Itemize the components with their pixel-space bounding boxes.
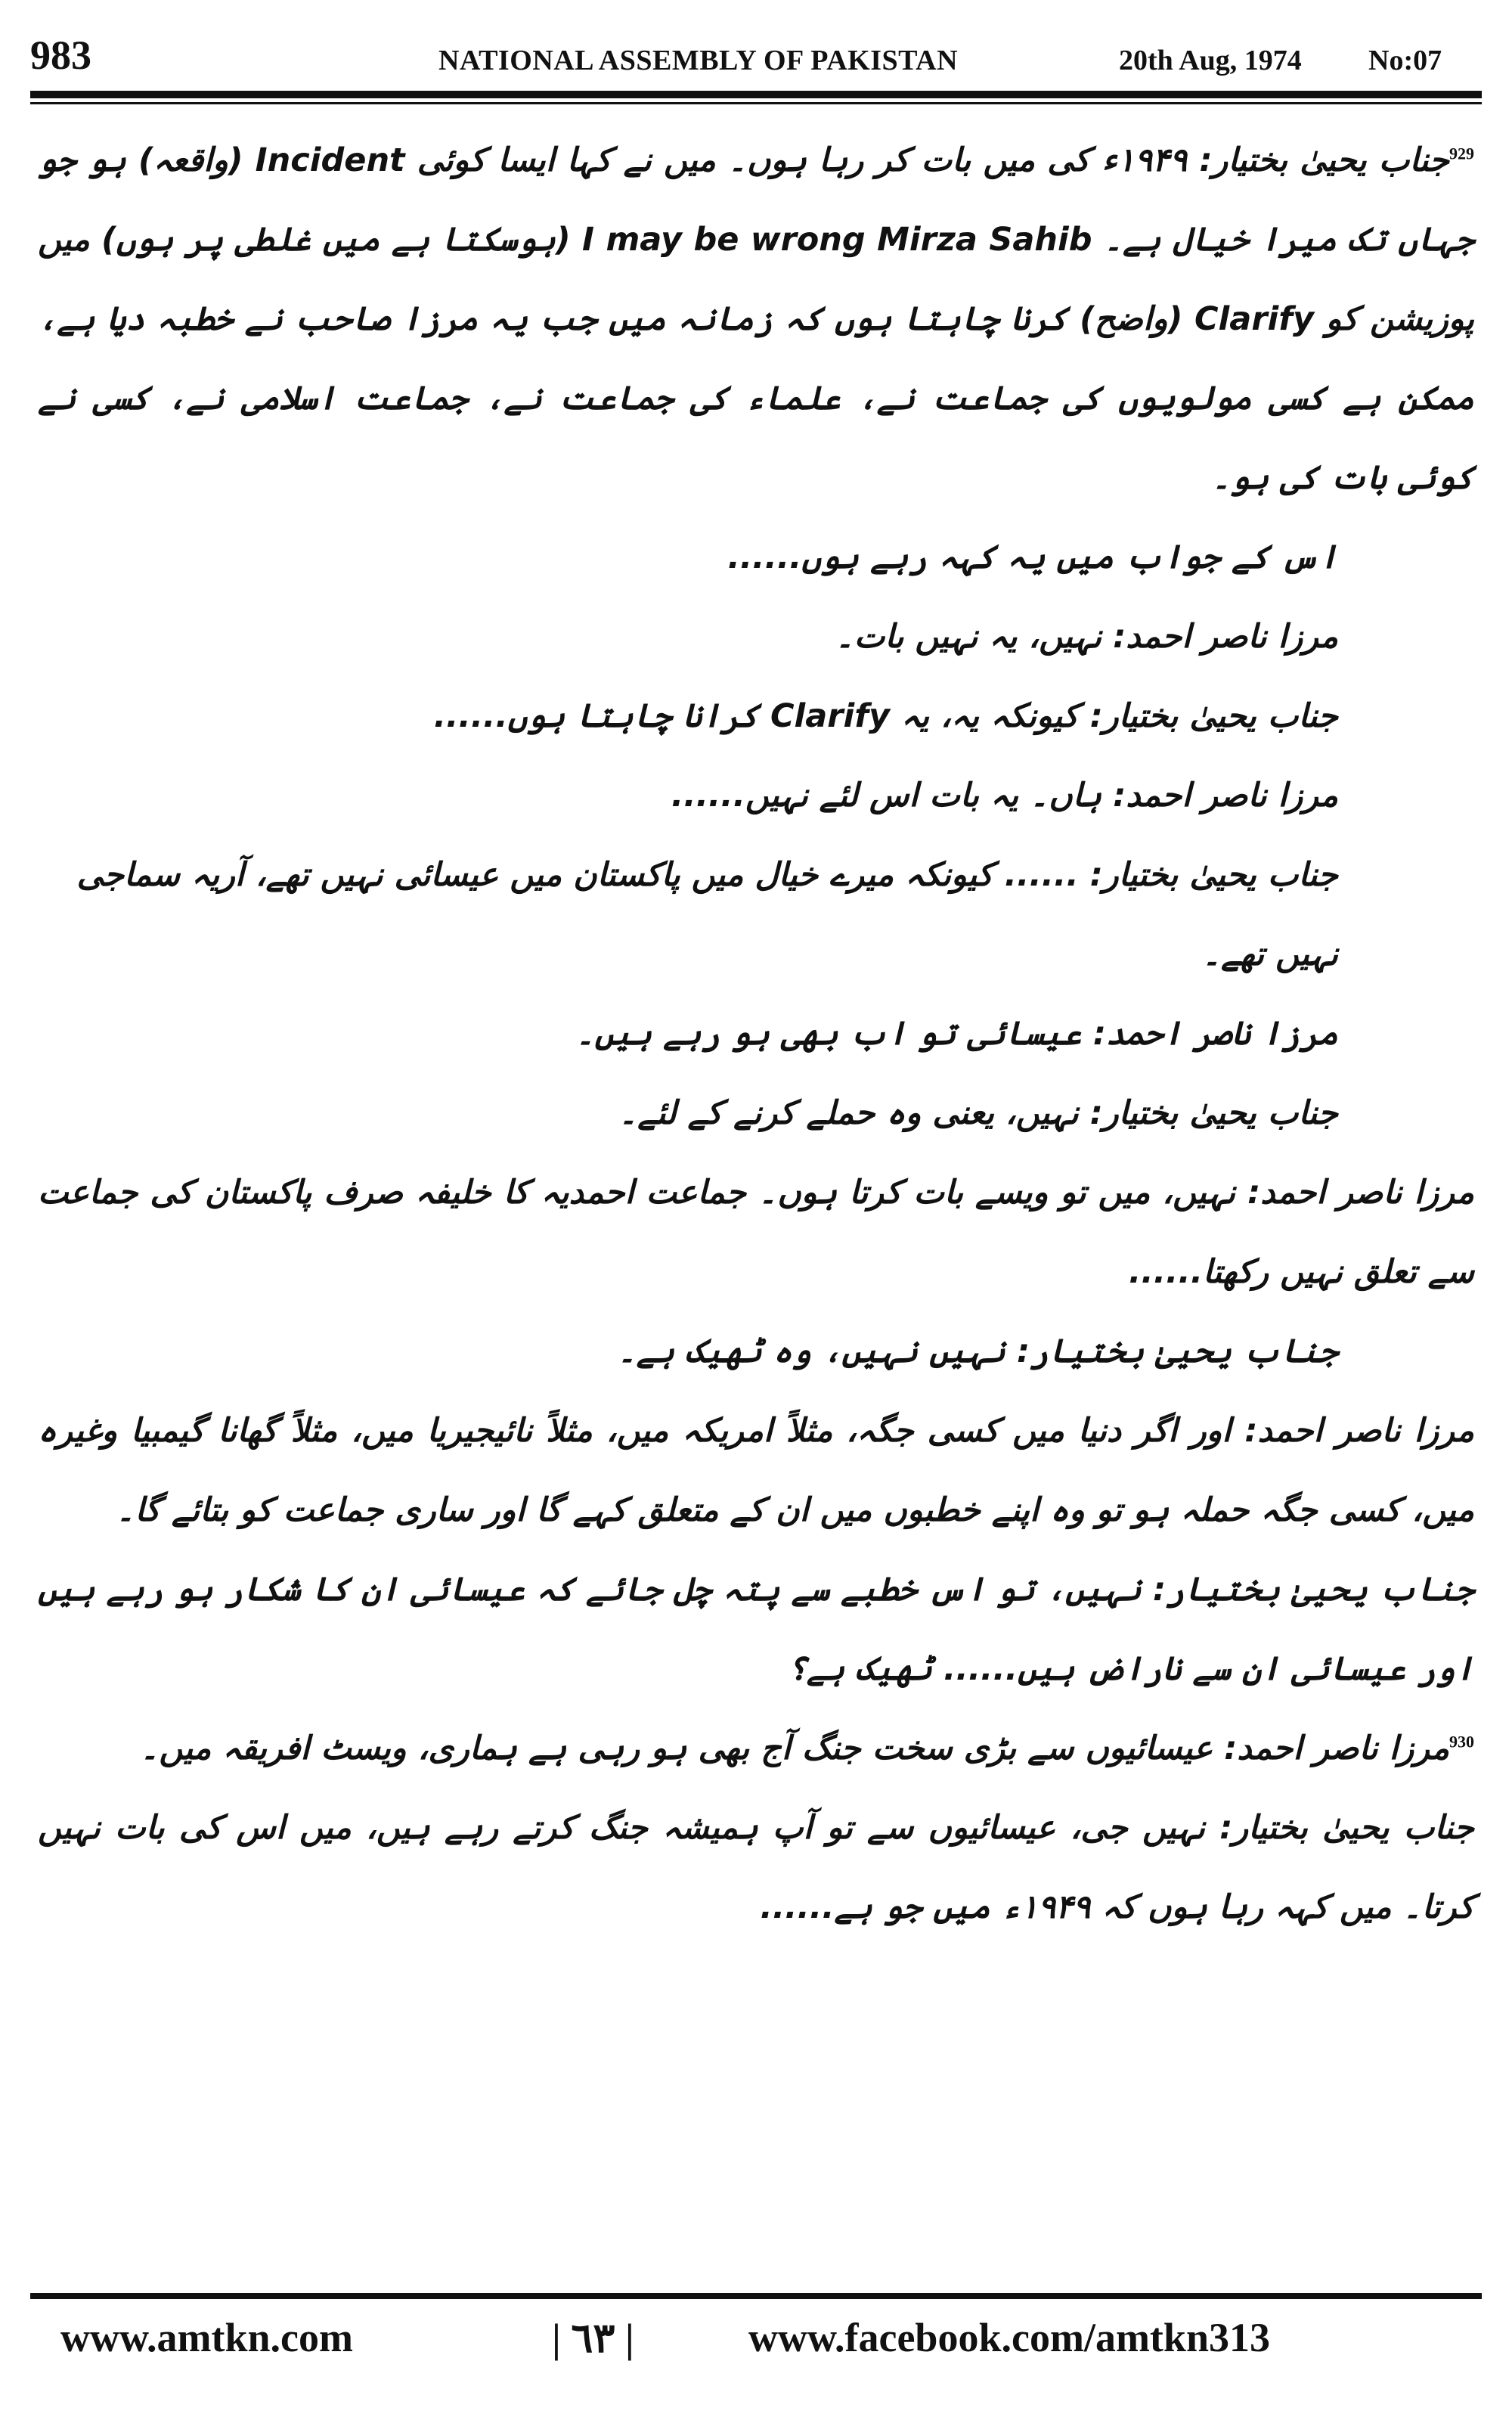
page-header (30, 32, 1482, 89)
footer-rule (30, 2293, 1482, 2299)
header-title: NATIONAL ASSEMBLY OF PAKISTAN (438, 45, 959, 76)
paragraph-text: مرزا ناصر احمد: عیسائیوں سے بڑی سخت جنگ آج بھی ہو رہی ہے ہماری، ویسٹ افریقہ میں۔ (140, 1730, 1449, 1767)
paragraph-11: مرزا ناصر احمد: اور اگر دنیا میں کسی جگہ، مثلاً امریکہ میں، مثلاً نائیجیریا میں، مثلاً گھانا گیمبیا وغیرہ میں، کسی جگہ حملہ ہو تو وہ اپنے خطبوں میں ان کے متعلق کہے گا اور ساری جماعت کو بتائے گا۔ (38, 1412, 1474, 1529)
page-number: 983 (30, 33, 91, 78)
paragraph-3: مرزا ناصر احمد: نہیں، یہ نہیں بات۔ (835, 618, 1338, 656)
header-issue-number: No:07 (1368, 45, 1442, 76)
page-footer (30, 2314, 1482, 2375)
paragraph-10: جناب یحییٰ بختیار: نہیں نہیں، وہ ٹھیک ہے۔ (617, 1333, 1338, 1370)
website-link[interactable]: www.amtkn.com (60, 2315, 353, 2360)
paragraph-2: اس کے جواب میں یہ کہہ رہے ہوں...... (727, 538, 1338, 576)
facebook-link[interactable]: www.facebook.com/amtkn313 (748, 2315, 1270, 2360)
paragraph-6: جناب یحییٰ بختیار: ...... کیونکہ میرے خیال میں پاکستان میں عیسائی نہیں تھے، آریہ سماجی نہیں تھے۔ (76, 856, 1338, 973)
paragraph-5: مرزا ناصر احمد: ہاں۔ یہ بات اس لئے نہیں...... (671, 777, 1338, 814)
urdu-page-number: | ٦٣ | (552, 2316, 634, 2361)
header-date: 20th Aug, 1974 (1119, 45, 1302, 76)
paragraph-4: جناب یحییٰ بختیار: کیونکہ یہ، یہ Clarify کرانا چاہتا ہوں...... (433, 697, 1338, 735)
paragraph-7: مرزا ناصر احمد: عیسائی تو اب بھی ہو رہے ہیں۔ (575, 1015, 1338, 1053)
paragraph-12: جناب یحییٰ بختیار: نہیں، تو اس خطبے سے پتہ چل جائے کہ عیسائی ان کا شکار ہو رہے ہیں اور عیسائی ان سے ناراض ہیں...... ٹھیک ہے؟ (38, 1571, 1474, 1688)
header-rule-thick (30, 91, 1482, 98)
header-rule-thin (30, 102, 1482, 104)
paragraph-8: جناب یحییٰ بختیار: نہیں، یعنی وہ حملے کرنے کے لئے۔ (618, 1094, 1338, 1132)
paragraph-9: مرزا ناصر احمد: نہیں، میں تو ویسے بات کرتا ہوں۔ جماعت احمدیہ کا خلیفہ صرف پاکستان کی جماعت سے تعلق نہیں رکھتا...... (38, 1174, 1474, 1291)
footnote-marker: 929 (1449, 144, 1475, 163)
paragraph-text: جناب یحییٰ بختیار: ۱۹۴۹ء کی میں بات کر رہا ہوں۔ میں نے کہا ایسا کوئی Incident (واقعہ) ہو جو جہاں تک میرا خیال ہے۔ I may be wrong Mirza Sahib (ہوسکتا ہے میں غلطی پر ہوں) میں پوزیشن کو Clarify (واضح) کرنا چاہتا ہوں کہ زمانہ میں جب یہ مرزا صاحب نے خطبہ دیا ہے، ممکن ہے کسی مولویوں کی جماعت نے، علماء کی جماعت نے، جماعت اسلامی نے، کسی نے کوئی بات کی ہو۔ (38, 141, 1475, 497)
transcript-body (38, 121, 1474, 2269)
footnote-marker: 930 (1449, 1732, 1474, 1751)
paragraph-1 (38, 121, 1474, 518)
paragraph-13 (38, 1709, 1474, 1789)
paragraph-14: جناب یحییٰ بختیار: نہیں جی، عیسائیوں سے تو آپ ہمیشہ جنگ کرتے رہے ہیں، میں اس کی بات نہیں کرتا۔ میں کہہ رہا ہوں کہ ۱۹۴۹ء میں جو ہے...... (38, 1809, 1474, 1926)
